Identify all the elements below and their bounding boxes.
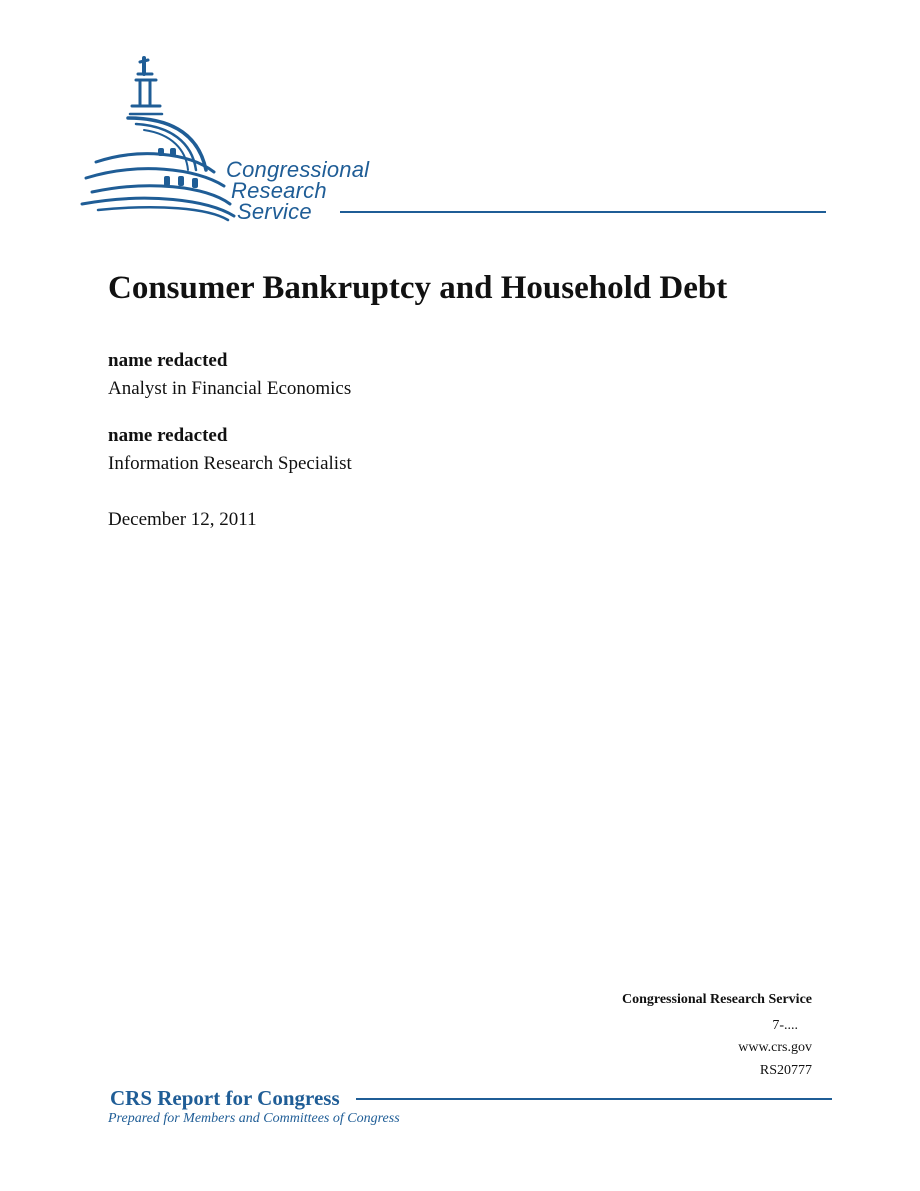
logo-word-service: Service xyxy=(237,199,312,224)
author-1-role: Analyst in Financial Economics xyxy=(108,378,352,399)
logo-word-research: Research xyxy=(231,178,327,203)
publisher-website-link[interactable]: www.crs.gov xyxy=(738,1040,812,1055)
report-date: December 12, 2011 xyxy=(108,509,257,530)
logo-word-congressional: Congressional xyxy=(226,157,370,182)
publisher-organization: Congressional Research Service xyxy=(621,992,812,1007)
author-1-name: name redacted xyxy=(108,350,228,371)
author-2-role: Information Research Specialist xyxy=(108,453,352,474)
report-code: RS20777 xyxy=(759,1063,812,1078)
crs-logo xyxy=(78,52,828,222)
author-2-name: name redacted xyxy=(108,425,228,446)
footer-rule xyxy=(356,1098,832,1100)
report-title: Consumer Bankruptcy and Household Debt xyxy=(108,270,728,306)
logo-rule xyxy=(340,211,826,213)
publisher-number: 7-.... xyxy=(772,1018,798,1033)
footer-title: CRS Report for Congress xyxy=(110,1086,340,1110)
footer-subtitle: Prepared for Members and Committees of Congress xyxy=(108,1111,400,1126)
capitol-dome-icon xyxy=(78,52,238,222)
